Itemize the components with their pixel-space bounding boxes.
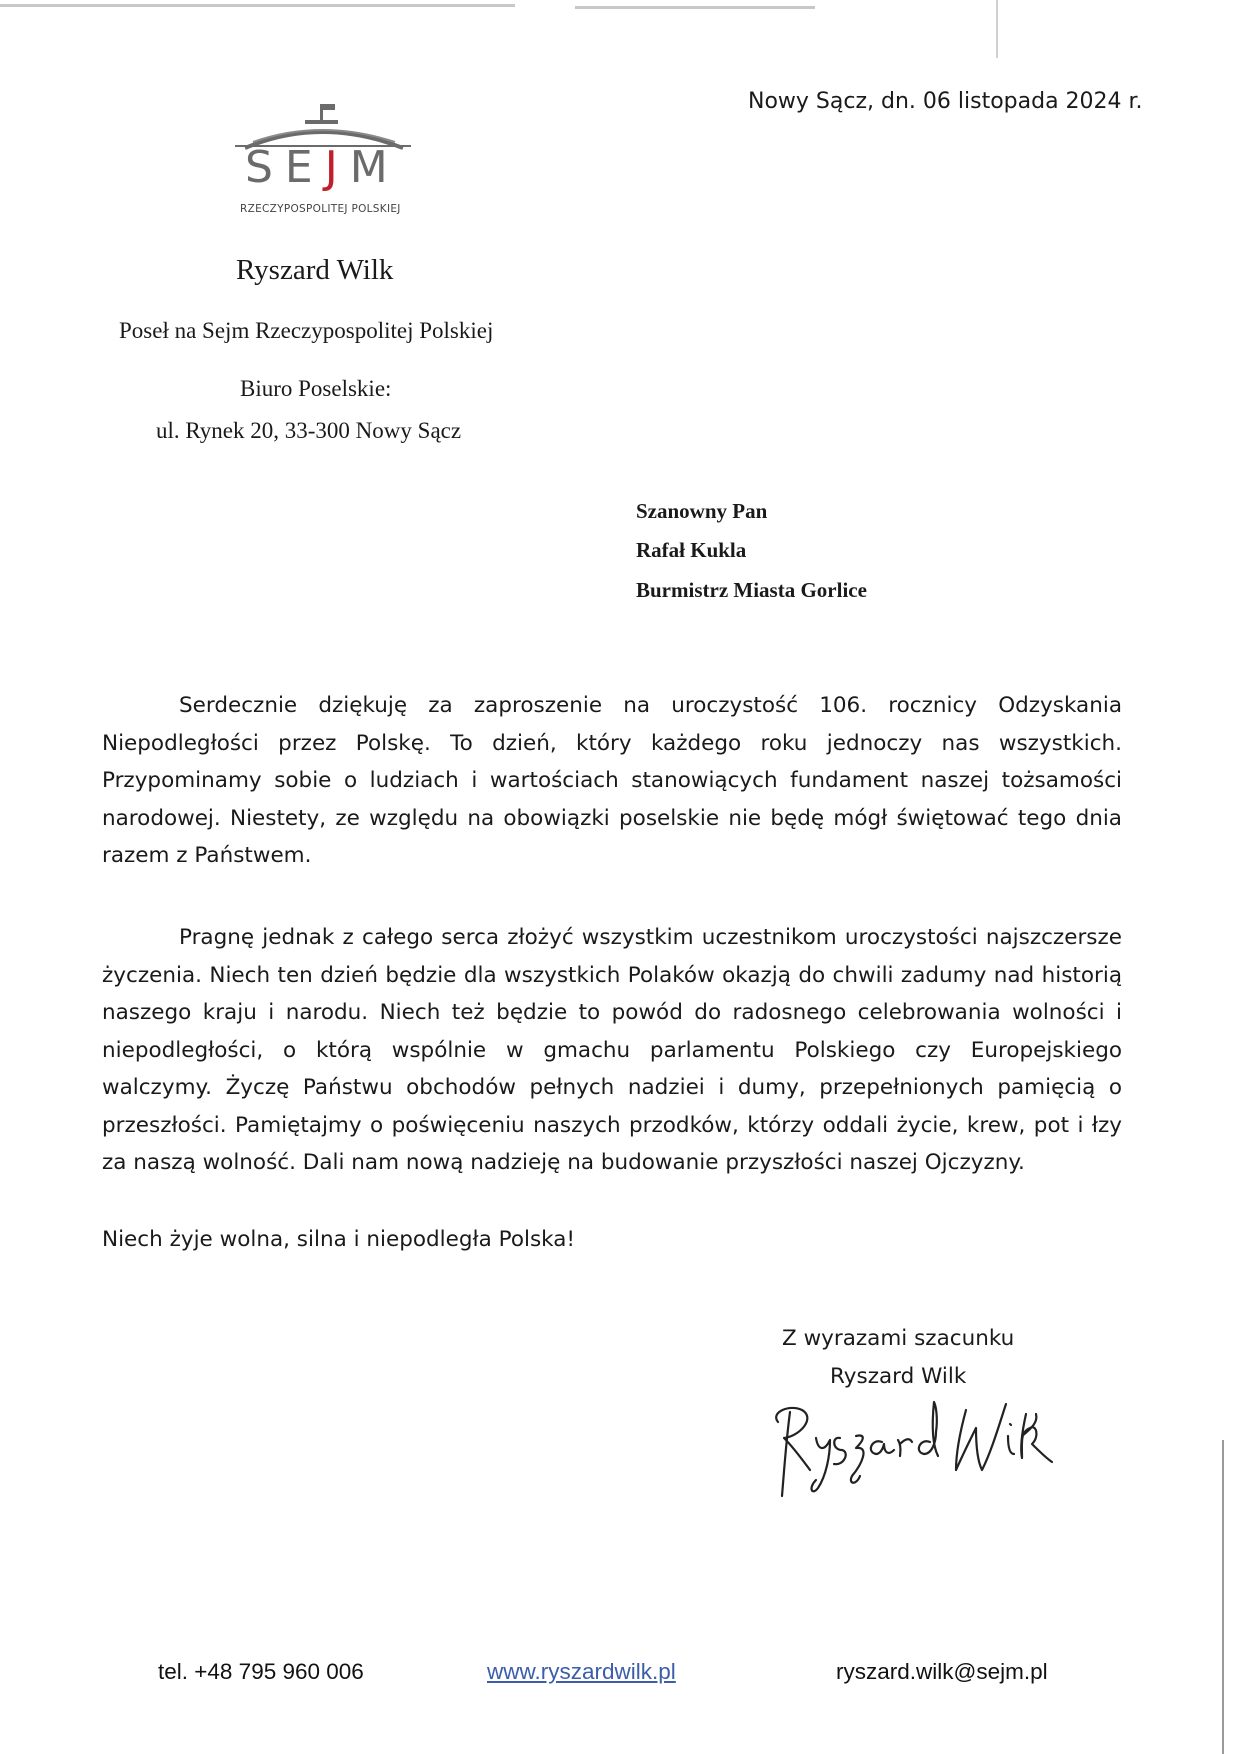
logo-red-mark: J bbox=[324, 142, 350, 193]
handwritten-signature bbox=[760, 1392, 1060, 1502]
body-paragraph: Pragnę jednak z całego serca złożyć wszystkim uczestnikom uroczystości najszczersze życzenia. Niech ten dzień będzie dla wszystkich Polaków okazją do chwili zadumy nad historią naszego kraju i narodu. Niech też będzie to powód do radosnego celebrowania wolności i niepodległości, o którą wspólnie w gmachu parlamentu Polskiego czy Europejskiego walczymy. Życzę Państwu obchodów pełnych nadziei i dumy, przepełnionych pamięcią o przeszłości. Pamiętajmy o poświęceniu naszych przodków, którzy oddali życie, krew, pot i łzy za naszą wolność. Dali nam nową nadzieję na budowanie przyszłości naszej Ojczyzny. bbox=[102, 925, 1122, 1175]
letter-body-2 bbox=[102, 919, 1122, 1182]
logo-wordmark: SEJM bbox=[245, 142, 400, 193]
scan-artifact-line bbox=[1222, 1440, 1224, 1754]
scan-artifact-line bbox=[575, 6, 815, 9]
sender-name: Ryszard Wilk bbox=[236, 254, 394, 286]
sejm-logo bbox=[225, 96, 415, 226]
place-date: Nowy Sącz, dn. 06 listopada 2024 r. bbox=[748, 89, 1143, 114]
footer-email[interactable]: ryszard.wilk@sejm.pl bbox=[836, 1659, 1048, 1684]
logo-subtitle: RZECZYPOSPOLITEJ POLSKIEJ bbox=[240, 203, 401, 215]
footer-phone: tel. +48 795 960 006 bbox=[158, 1659, 364, 1684]
closing-signer: Ryszard Wilk bbox=[830, 1364, 967, 1389]
closing-regards: Z wyrazami szacunku bbox=[782, 1326, 1015, 1351]
closing-exclamation: Niech żyje wolna, silna i niepodległa Polska! bbox=[102, 1227, 576, 1252]
sender-role: Poseł na Sejm Rzeczypospolitej Polskiej bbox=[119, 318, 494, 343]
scan-artifact-line bbox=[0, 4, 515, 7]
footer-website-link[interactable]: www.ryszardwilk.pl bbox=[487, 1659, 676, 1684]
office-label: Biuro Poselskie: bbox=[240, 376, 392, 401]
body-paragraph: Serdecznie dziękuję za zaproszenie na uroczystość 106. rocznicy Odzyskania Niepodległości przez Polskę. To dzień, który każdego roku jednoczy nas wszystkich. Przypominamy sobie o ludziach i wartościach stanowiących fundament naszej tożsamości narodowej. Niestety, ze względu na obowiązki poselskie nie będę mógł świętować tego dnia razem z Państwem. bbox=[102, 693, 1122, 868]
office-address: ul. Rynek 20, 33-300 Nowy Sącz bbox=[156, 418, 462, 443]
letter-body bbox=[102, 687, 1122, 875]
recipient-name: Rafał Kukla bbox=[636, 538, 747, 562]
recipient-salutation: Szanowny Pan bbox=[636, 499, 768, 523]
scan-artifact-line bbox=[996, 0, 998, 58]
recipient-title: Burmistrz Miasta Gorlice bbox=[636, 578, 867, 602]
